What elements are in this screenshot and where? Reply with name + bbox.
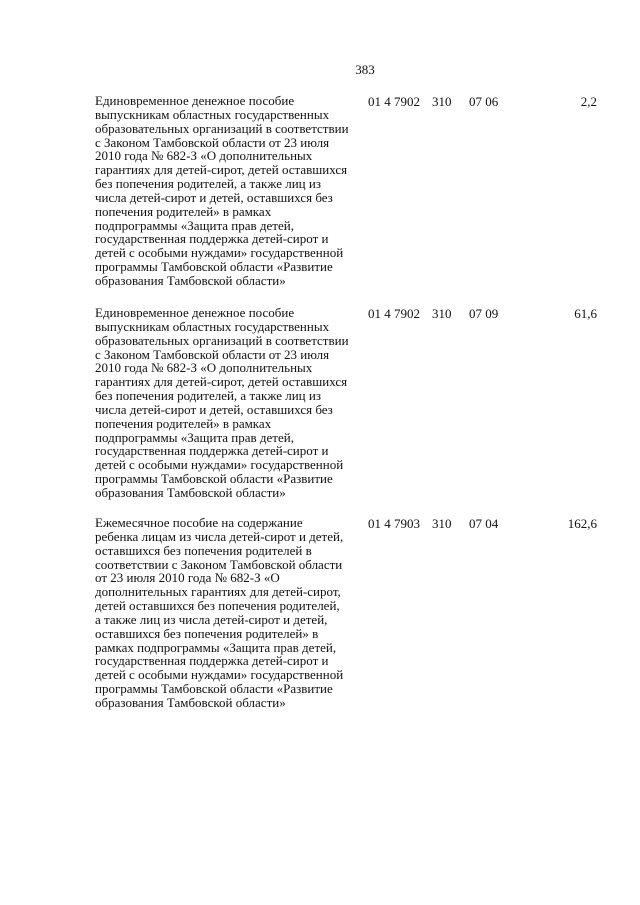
row-description: Единовременное денежное пособие выпускникам областных государственных образовательных организаций в соответствии с Законом Тамбовской области от 23 июля 2010 года № 682-З «О дополнительных гарантиях для детей-сирот, детей оставшихся без попечения родителей, а также лиц из числа детей-сирот и детей, оставшихся без попечения родителей» в рамках подпрограммы «Защита прав детей, государственная поддержка детей-сирот и детей с особыми нуждами» государственной программы Тамбовской области «Развитие образования Тамбовской области» xyxy=(95,93,349,288)
row-target-code: 01 4 7902 xyxy=(368,306,420,321)
row-target-code: 01 4 7903 xyxy=(368,516,420,531)
row-amount: 2,2 xyxy=(580,94,597,109)
row-section: 07 04 xyxy=(469,516,499,531)
table-row xyxy=(0,94,640,306)
row-target-code: 01 4 7902 xyxy=(368,94,420,109)
budget-table xyxy=(0,94,640,726)
row-description: Ежемесячное пособие на содержание ребенка лицам из числа детей-сирот и детей, оставшихся без попечения родителей в соответствии с Законом Тамбовской области от 23 июля 2010 года № 682-З «О дополнительных гарантиях для детей-сирот, детей оставшихся без попечения родителей, а также лиц из числа детей-сирот и детей, оставшихся без попечения родителей» в рамках подпрограммы «Защита прав детей, государственная поддержка детей-сирот и детей с особыми нуждами» государственной программы Тамбовской области «Развитие образования Тамбовской области» xyxy=(95,515,344,710)
page-number: 383 xyxy=(355,62,375,77)
row-amount: 61,6 xyxy=(574,306,597,321)
row-expense-type: 310 xyxy=(432,306,452,321)
row-amount: 162,6 xyxy=(567,516,597,531)
table-row xyxy=(0,516,640,726)
row-expense-type: 310 xyxy=(432,516,452,531)
row-section: 07 06 xyxy=(469,94,499,109)
row-expense-type: 310 xyxy=(432,94,452,109)
row-section: 07 09 xyxy=(469,306,499,321)
table-row xyxy=(0,306,640,516)
row-description: Единовременное денежное пособие выпускникам областных государственных образовательных организаций в соответствии с Законом Тамбовской области от 23 июля 2010 года № 682-З «О дополнительных гарантиях для детей-сирот, детей оставшихся без попечения родителей, а также лиц из числа детей-сирот и детей, оставшихся без попечения родителей» в рамках подпрограммы «Защита прав детей, государственная поддержка детей-сирот и детей с особыми нуждами» государственной программы Тамбовской области «Развитие образования Тамбовской области» xyxy=(95,305,349,500)
